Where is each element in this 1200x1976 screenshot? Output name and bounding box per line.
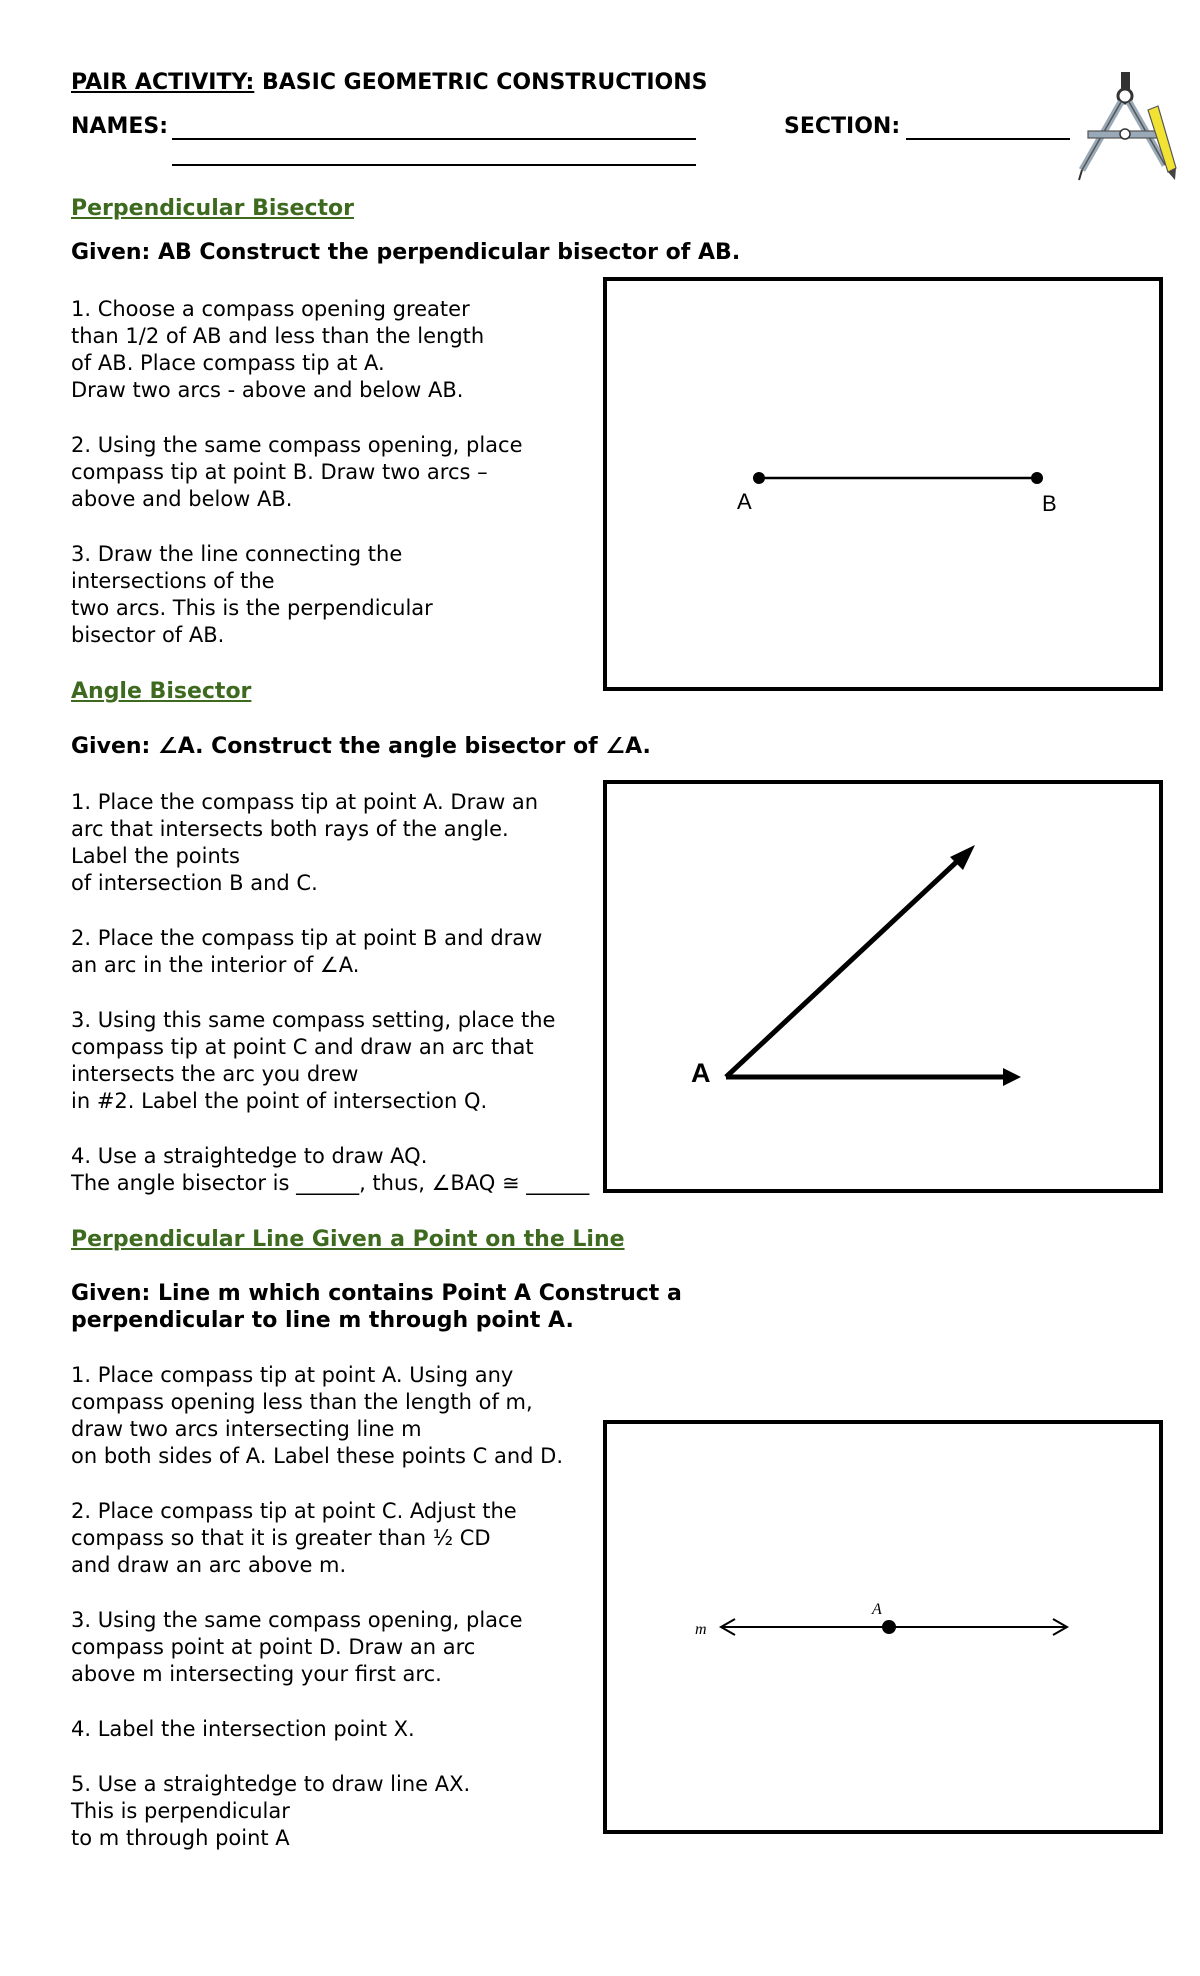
- point-b: [1031, 472, 1043, 484]
- perp-bisector-heading: Perpendicular Bisector: [71, 196, 354, 221]
- angle-bisector-given: Given: ∠A. Construct the angle bisector of ∠A.: [71, 734, 651, 759]
- angle-bisector-step-1: 1. Place the compass tip at point A. Draw an arc that intersects both rays of the angle. Label the points of intersection B and C.: [71, 790, 539, 895]
- angle-bisector-step-3: 3. Using this same compass setting, place the compass tip at point C and draw an arc that intersects the arc you drew in #2. Label the point of intersection Q.: [71, 1008, 556, 1113]
- perp-line-step-3: 3. Using the same compass opening, place compass point at point D. Draw an arc above m intersecting your first arc.: [71, 1608, 523, 1686]
- angle-bisector-step-2: 2. Place the compass tip at point B and draw an arc in the interior of ∠A.: [71, 926, 543, 977]
- label-a: A: [691, 1058, 711, 1088]
- perp-bisector-step-2: 2. Using the same compass opening, place compass tip at point B. Draw two arcs – above and below AB.: [71, 433, 523, 511]
- perp-line-step-1: 1. Place compass tip at point A. Using any compass opening less than the length of m, draw two arcs intersecting line m on both sides of A. Label these points C and D.: [71, 1363, 564, 1468]
- title-rest: BASIC GEOMETRIC CONSTRUCTIONS: [262, 70, 708, 95]
- angle-bisector-figure-box: [603, 780, 1163, 1193]
- perp-line-heading: Perpendicular Line Given a Point on the Line: [71, 1227, 625, 1252]
- compass-icon: [1079, 72, 1176, 180]
- line-m-figure: [607, 1424, 1167, 1838]
- label-a: A: [872, 1601, 882, 1618]
- label-m: m: [695, 1621, 707, 1638]
- angle-a-figure: [607, 784, 1167, 1197]
- names-label: NAMES:: [71, 114, 169, 139]
- perp-line-figure-box: [603, 1420, 1163, 1834]
- label-a: A: [737, 489, 752, 514]
- point-a: [882, 1620, 896, 1634]
- perp-bisector-given: Given: AB Construct the perpendicular bisector of AB.: [71, 240, 741, 265]
- perp-line-step-5: 5. Use a straightedge to draw line AX. This is perpendicular to m through point A: [71, 1772, 471, 1850]
- names-field-2[interactable]: [172, 164, 696, 166]
- perp-line-step-4: 4. Label the intersection point X.: [71, 1717, 415, 1741]
- perp-line-step-2: 2. Place compass tip at point C. Adjust the compass so that it is greater than ½ CD and draw an arc above m.: [71, 1499, 517, 1577]
- label-b: B: [1042, 491, 1057, 516]
- perp-line-given: Given: Line m which contains Point A Construct a perpendicular to line m through point A.: [71, 1281, 682, 1333]
- perp-bisector-step-1: 1. Choose a compass opening greater than 1/2 of AB and less than the length of AB. Place compass tip at A. Draw two arcs - above and below AB.: [71, 297, 485, 402]
- segment-ab-figure: [607, 281, 1167, 695]
- point-a: [753, 472, 765, 484]
- perp-bisector-figure-box: [603, 277, 1163, 691]
- ray-lower-arrowhead: [1003, 1068, 1021, 1086]
- angle-bisector-step-4: 4. Use a straightedge to draw AQ. The angle bisector is ______, thus, ∠BAQ ≅ ______: [71, 1144, 590, 1195]
- section-label: SECTION:: [784, 114, 901, 139]
- title-lead: PAIR ACTIVITY:: [71, 70, 255, 95]
- perp-bisector-step-3: 3. Draw the line connecting the intersections of the two arcs. This is the perpendicular bisector of AB.: [71, 542, 433, 647]
- names-field-1[interactable]: [172, 138, 696, 140]
- ray-upper: [726, 855, 964, 1077]
- page-title: [71, 70, 708, 95]
- section-field[interactable]: [906, 138, 1070, 140]
- angle-bisector-heading: Angle Bisector: [71, 679, 252, 704]
